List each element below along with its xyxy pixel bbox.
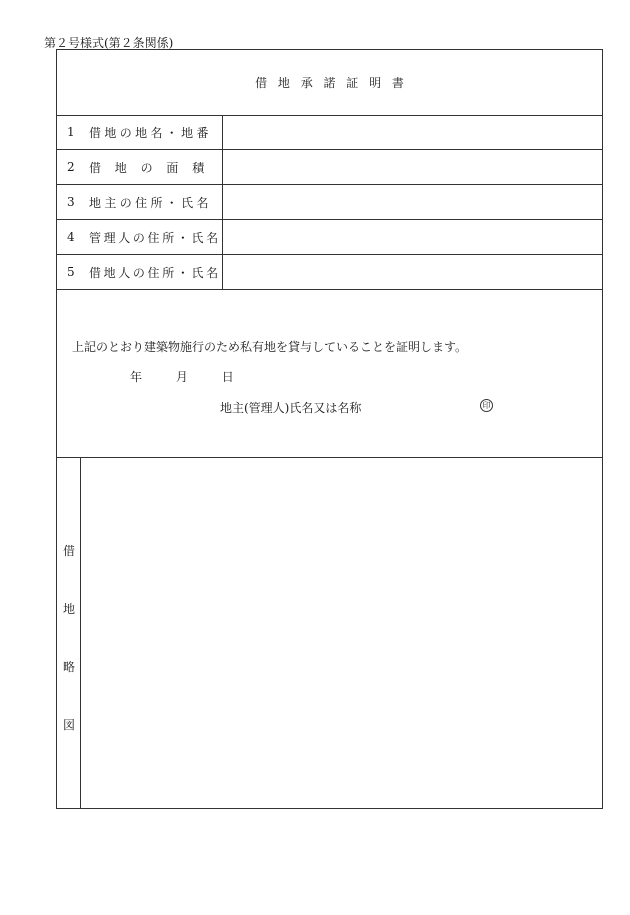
info-rows [57, 115, 602, 290]
form-number: 第２号様式(第２条関係) [44, 36, 174, 50]
sketch-label-char: 図 [62, 718, 75, 732]
row-number: 2 [67, 160, 75, 174]
row-label [57, 220, 223, 254]
land-sketch-section [57, 458, 602, 808]
sketch-label-char: 地 [62, 602, 75, 616]
row-label-text: 借地の地名・地番 [89, 125, 212, 140]
row-label-text: 管理人の住所・氏名 [89, 230, 221, 245]
row-number: 1 [67, 125, 75, 139]
row-landowner [57, 185, 602, 220]
row-label-text: 借地人の住所・氏名 [89, 265, 221, 280]
date-year: 年 [130, 370, 143, 384]
certification-block [57, 290, 602, 458]
row-label [57, 115, 223, 149]
land-location-field[interactable] [223, 115, 602, 149]
date-line [130, 368, 234, 385]
row-label [57, 150, 223, 184]
row-land-location [57, 115, 602, 150]
sketch-label-char: 借 [62, 544, 75, 558]
manager-field[interactable] [223, 220, 602, 254]
row-label [57, 255, 223, 289]
row-number: 5 [67, 265, 75, 279]
lessee-field[interactable] [223, 255, 602, 289]
sketch-label-column [57, 458, 81, 808]
sketch-label-char: 略 [62, 660, 75, 674]
landowner-field[interactable] [223, 185, 602, 219]
date-month: 月 [175, 370, 188, 384]
row-label-text: 借地の面積 [89, 160, 219, 175]
row-label-text: 地主の住所・氏名 [89, 195, 212, 210]
row-number: 4 [67, 230, 75, 244]
seal-mark: 印 [480, 399, 493, 412]
row-number: 3 [67, 195, 75, 209]
row-manager [57, 220, 602, 255]
date-day: 日 [221, 370, 234, 384]
land-area-field[interactable] [223, 150, 602, 184]
certificate-form [56, 49, 603, 809]
title-block [57, 50, 602, 116]
signer-label: 地主(管理人)氏名又は名称 [220, 401, 362, 415]
row-land-area [57, 150, 602, 185]
row-lessee [57, 255, 602, 290]
form-title: 借地承諾証明書 [255, 76, 415, 90]
row-label [57, 185, 223, 219]
certification-statement: 上記のとおり建築物施行のため私有地を貸与していることを証明します。 [72, 340, 468, 354]
sketch-drawing-area[interactable] [81, 458, 602, 808]
